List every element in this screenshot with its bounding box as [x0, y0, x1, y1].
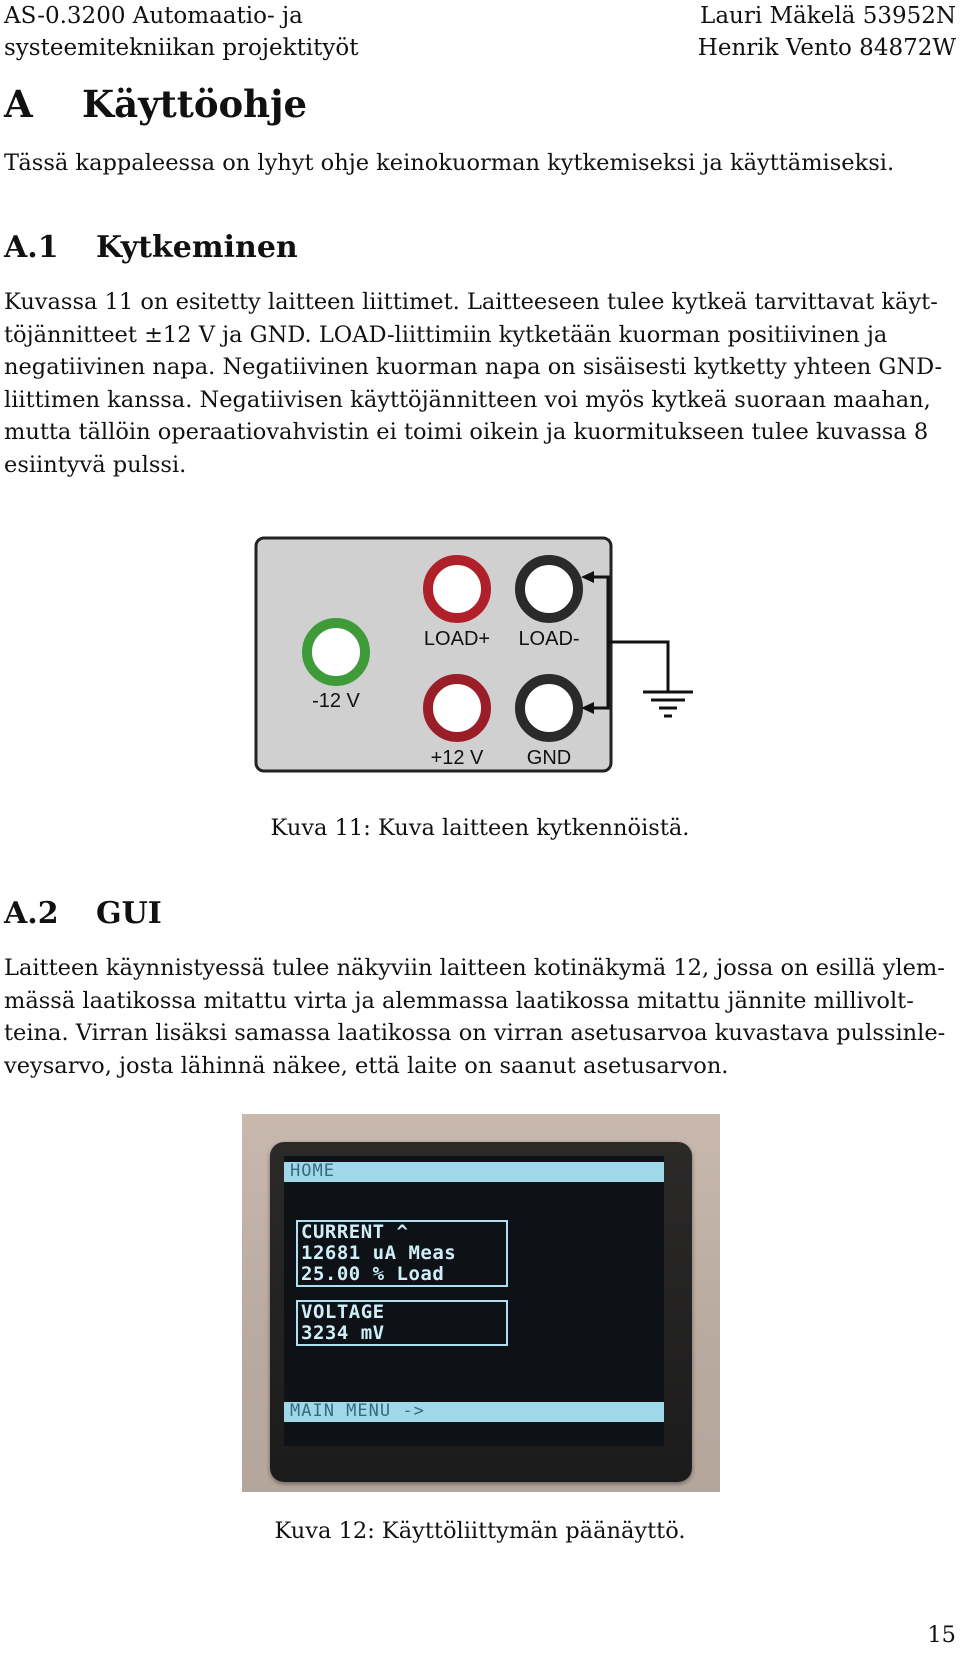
author-2: Henrik Vento 84872W [697, 35, 956, 61]
subsection-number: A.1 [4, 230, 59, 265]
plus-12v-terminal [428, 679, 486, 737]
label-plus-12v: +12 V [430, 747, 484, 769]
subsection-title: GUI [96, 896, 162, 931]
home-title-bar [284, 1162, 664, 1182]
text-line: esiintyvä pulssi. [4, 451, 187, 478]
subsection-number: A.2 [4, 896, 59, 931]
load-plus-terminal [428, 560, 486, 618]
current-load: 25.00 % Load [301, 1263, 445, 1285]
text-line: töjännitteet ±12 V ja GND. LOAD-liittimiin kytketään kuorman positiivinen ja [4, 321, 888, 348]
author-1: Lauri Mäkelä 53952N [700, 3, 956, 29]
subsection-heading-gui [4, 894, 162, 934]
current-measured: 12681 uA Meas [301, 1242, 457, 1264]
text-line: negatiivinen napa. Negatiivinen kuorman napa on sisäisesti kytketty yhteen GND- [4, 354, 943, 381]
figure-12-caption: Kuva 12: Käyttöliittymän päänäyttö. [274, 1518, 686, 1544]
label-gnd: GND [526, 747, 572, 769]
device-photo [242, 1114, 720, 1492]
load-minus-terminal [520, 560, 578, 618]
wire-to-ground [608, 642, 668, 692]
intro-paragraph: Tässä kappaleessa on lyhyt ohje keinokuorman kytkemiseksi ja käyttämiseksi. [4, 150, 895, 176]
section-title: Käyttöohje [82, 82, 307, 126]
text-line: veysarvo, josta lähinnä näkee, että laite on saanut asetusarvon. [4, 1052, 729, 1079]
figure-11-caption: Kuva 11: Kuva laitteen kytkennöistä. [270, 815, 690, 841]
section-heading [4, 82, 307, 126]
running-header-right [698, 0, 956, 64]
course-line-1: AS-0.3200 Automaatio- ja [4, 3, 303, 29]
home-title: HOME [290, 1161, 335, 1181]
text-line: Laitteen käynnistyessä tulee näkyviin laitteen kotinäkymä 12, jossa on esillä ylem- [4, 955, 945, 981]
main-menu-bar [284, 1402, 664, 1422]
minus-12v-terminal [307, 623, 365, 681]
label-load-minus: LOAD- [518, 628, 580, 650]
text-line: Kuvassa 11 on esitetty laitteen liittimet. Laitteeseen tulee kytkeä tarvittavat käyt- [4, 289, 938, 315]
section-number: A [4, 82, 33, 126]
label-minus-12v: -12 V [312, 690, 360, 712]
page-number: 15 [927, 1622, 956, 1648]
text-line: liittimen kanssa. Negatiivisen käyttöjännitteen voi myös kytkeä suoraan maahan, [4, 386, 931, 413]
voltage-value: 3234 mV [301, 1322, 385, 1344]
lcd-screen [284, 1156, 664, 1446]
subsection-title: Kytkeminen [96, 230, 298, 265]
connector-diagram [248, 532, 718, 777]
current-box [296, 1220, 508, 1287]
label-load-plus: LOAD+ [423, 628, 491, 650]
paragraph-kytkeminen [4, 286, 956, 482]
device-body [270, 1142, 692, 1482]
course-line-2: systeemitekniikan projektityöt [4, 35, 359, 61]
voltage-label: VOLTAGE [301, 1301, 385, 1323]
paragraph-gui [4, 952, 956, 1082]
text-line: teina. Virran lisäksi samassa laatikossa on virran asetusarvoa kuvastava pulssinle- [4, 1020, 946, 1047]
main-menu-label: MAIN MENU -> [290, 1401, 425, 1421]
voltage-box [296, 1300, 508, 1346]
current-label: CURRENT ^ [301, 1221, 409, 1243]
text-line: mässä laatikossa mitattu virta ja alemmassa laatikossa mitattu jännite millivolt- [4, 987, 914, 1014]
running-header-left [4, 0, 359, 64]
subsection-heading-kytkeminen [4, 228, 298, 268]
gnd-terminal [520, 679, 578, 737]
ground-wiring [593, 577, 693, 716]
text-line: mutta tällöin operaatiovahvistin ei toimi oikein ja kuormitukseen tulee kuvassa 8 [4, 419, 929, 446]
